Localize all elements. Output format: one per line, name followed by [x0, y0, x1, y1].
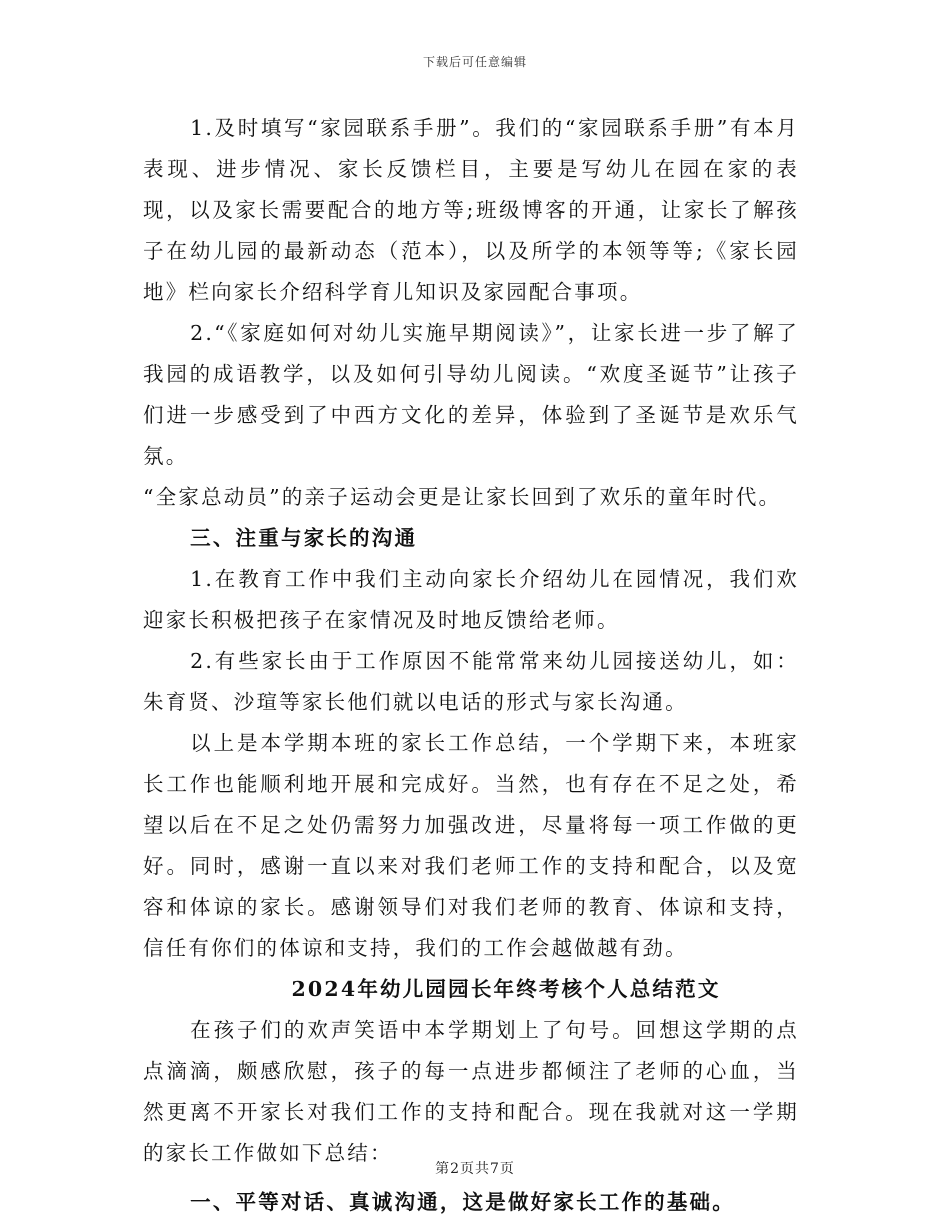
- section-heading-communication: 三、注重与家长的沟通: [190, 526, 418, 550]
- section-heading-equal-dialogue: 一、平等对话、真诚沟通，这是做好家长工作的基础。: [190, 1190, 735, 1214]
- paragraph-summary: 以上是本学期本班的家长工作总结，一个学期下来，本班家长工作也能顺利地开展和完成好。当然，也有存在不足之处，希望以后在不足之处仍需努力加强改进，尽量将每一项工作做的更好。同时，感谢一直以来对我们老师工作的支持和配合，以及宽容和体谅的家长。感谢领导们对我们老师的教育、体谅和支持，信任有你们的体谅和支持，我们的工作会越做越有劲。: [143, 731, 799, 960]
- paragraph-family-sports: “全家总动员”的亲子运动会更是让家长回到了欢乐的童年时代。: [143, 485, 782, 509]
- paragraph-intro: 在孩子们的欢声笑语中本学期划上了句号。回想这学期的点点滴滴，颇感欣慰，孩子的每一点进步都倾注了老师的心血，当然更离不开家长对我们工作的支持和配合。现在我就对这一学期的家长工作做如下总结：: [143, 1018, 799, 1165]
- document-body: [143, 108, 799, 1223]
- paragraph-contact-handbook: 1.及时填写“家园联系手册”。我们的“家园联系手册”有本月表现、进步情况、家长反馈栏目，主要是写幼儿在园在家的表现，以及家长需要配合的地方等;班级博客的开通，让家长了解孩子在幼儿园的最新动态（范本），以及所学的本领等等;《家长园地》栏向家长介绍科学育儿知识及家园配合事项。: [143, 116, 799, 304]
- page-header: 下载后可任意编辑: [422, 55, 527, 69]
- paragraph-early-reading: 2.“《家庭如何对幼儿实施早期阅读》”，让家长进一步了解了我园的成语教学，以及如何引导幼儿阅读。“欢度圣诞节”让孩子们进一步感受到了中西方文化的差异，体验到了圣诞节是欢乐气氛。: [143, 321, 799, 468]
- paragraph-communication-1: 1.在教育工作中我们主动向家长介绍幼儿在园情况，我们欢迎家长积极把孩子在家情况及时地反馈给老师。: [143, 567, 799, 632]
- page-footer: 第2页共7页: [435, 1161, 515, 1177]
- article-title: 2024年幼儿园园长年终考核个人总结范文: [291, 977, 721, 1001]
- paragraph-communication-2: 2.有些家长由于工作原因不能常常来幼儿园接送幼儿，如：朱育贤、沙瑄等家长他们就以电话的形式与家长沟通。: [143, 649, 799, 714]
